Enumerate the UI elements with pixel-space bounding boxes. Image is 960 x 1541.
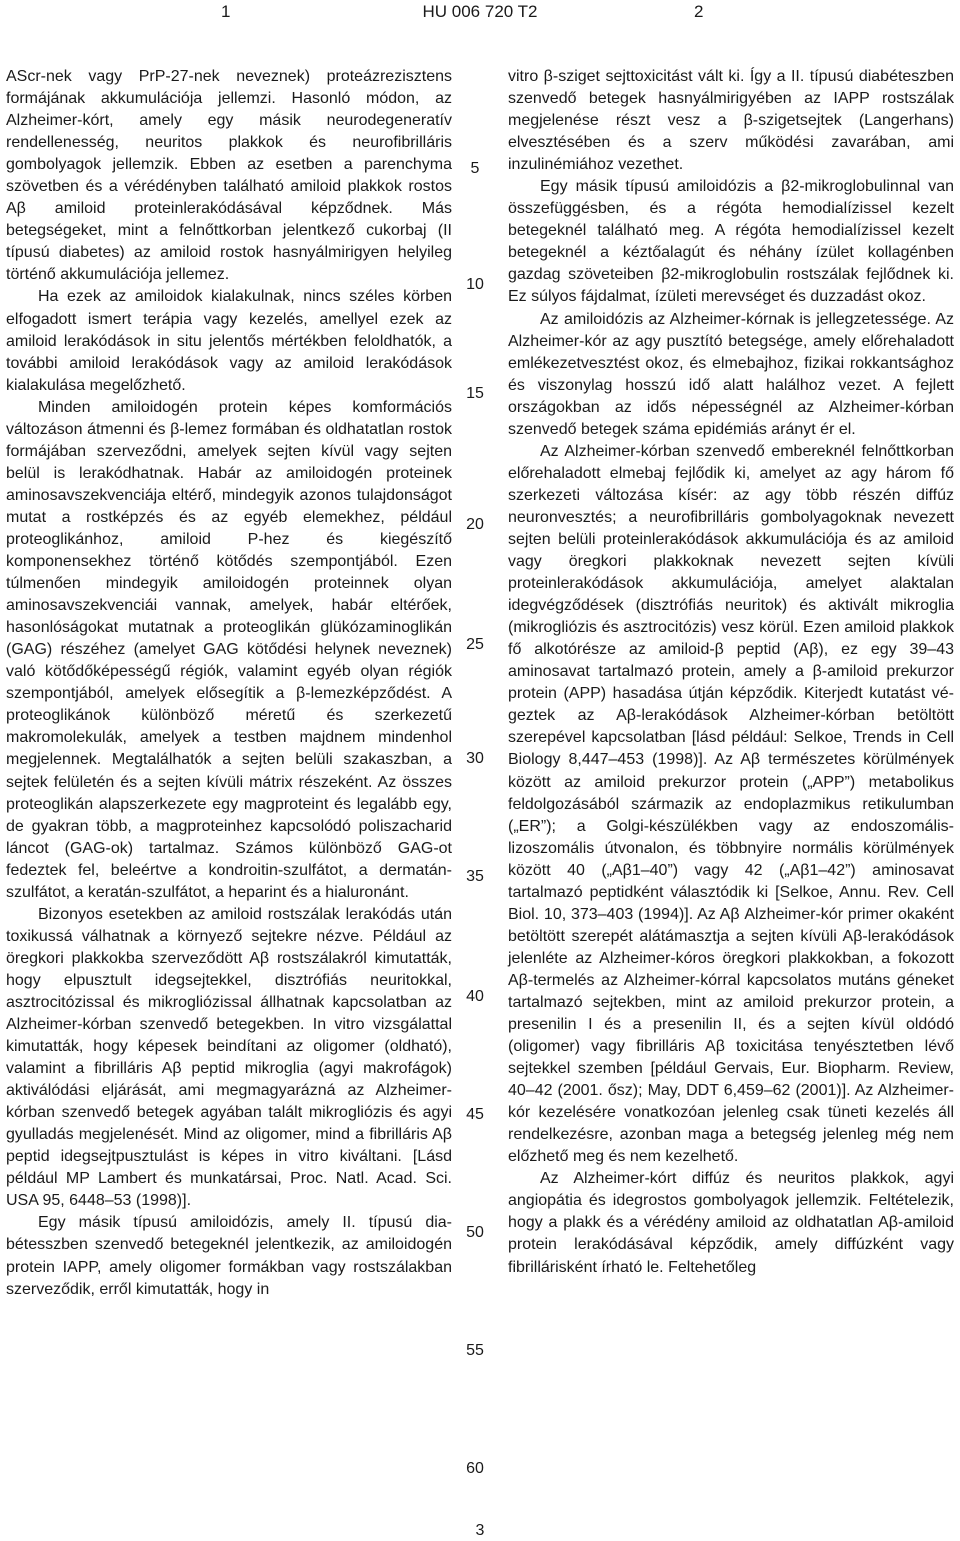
paragraph: Minden amiloidogén protein képes komformációs változáson átmenni és β-lemez formában és oldhatatlan rostok formájában szerveződni, amelyek sejten kívül vagy sejten belül is lerakódhatnak. Habár az amiloidogén proteinek aminosavszekvenciája eltérő, mindegyik azonos tulajdonságot mutat a rostképzés és az egyéb elemekhez, például proteoglikánhoz, amiloid P-hez és kiegészítő komponensekhez történő kötődés szempontjából. Ezen túlmenően mindegyik amiloidogén proteinnek olyan aminosavszekvenciái vannak, amelyek, habár eltérőek, hasonlóságokat mutatnak a proteoglikán glükózaminoglikán (GAG) részéhez (amelyet GAG kötődési helynek neveznek) való kötődőképességű régiók, valamint egyéb olyan régiók szempontjából, amelyek elősegítik a β-lemezképződést. A proteoglikánok különböző méretű és szerkezetű makromolekulák, amelyek a testben majdnem mindenhol megjelennek. Megtalálhatók a sejten belüli szakaszban, a sejtek felületén és a sejten kívüli mátrix részeként. Az összes proteoglikán alapszerkezete egy magproteint és legalább egy, de gyakran több, a magproteinhez kapcsolódó poliszacharid láncot (GAG-ok) tartalmaz. Számos különböző GAG-ot fedeztek fel, beleértve a kondroitin-szulfátot, a dermatán-szulfátot, a keratán-szulfátot, a heparint és a hialuronánt. <box>6 398 452 901</box>
paragraph: Ha ezek az amiloidok kialakulnak, nincs széles körben elfogadott ismert terápia vagy kezelés, amellyel ezek az amiloid lerakódások in situ jelentős mértékben feloldhatók, a további amiloid lerakódások vagy az amiloid lerakódások kialakulása megelőzhető. <box>6 288 452 394</box>
paragraph: Az Alzheimer-kórban szenvedő embereknél felnőttkorban előrehaladott elmebaj fejlődik ki, amelyet az agy három fő szerkezeti változása kísér: az agy több részén diffúz neuronvesztés; a neurofibrilláris gombolyagoknak nevezett sejten belüli proteinlerakódások akkumulációja és az amiloid vagy öregkori plakkoknak nevezett sejten kívüli proteinlerakódások akkumulációja, amelyet alaktalan idegvégződések (disztrófiás neuritok) és aktivált mikroglia (mikrogliózis és asztrocitózis) vesz körül. Ezen amiloid plakkok fő alkotórésze az amiloid-β peptid (Aβ), ez egy 39–43 aminosavat tartalmazó protein, amely a β-amiloid prekurzor protein (APP) hasadása útján képződik. Kiterjedt kutatást végeztek az Aβ-lerakódások Alzheimer-kórban betöltött szerepével kapcsolatban [lásd például: Selkoe, Trends in Cell Biology 8,447–453 (1998)]. Az Aβ természetes körülmények között az amiloid prekurzor protein („APP”) metabolikus feldolgozásából származik az endoplazmikus retikulumban („ER”); a Golgi-készülékben vagy az endoszomális-lizoszomális útvonalon, és többnyire normális körülmények között 40 („Aβ1–40”) vagy 42 („Aβ1–42”) aminosavat tartalmazó peptidként választódik ki [Selkoe, Annu. Rev. Cell Biol. 10, 373–403 (1994)]. Az Aβ Alzheimer-kór primer okaként betöltött szerepét alátámasztja a sejten kívüli Aβ-lerakódások jelenléte az Alzheimer-kóros öregkori plakkokban, a fokozott Aβ-termelés az Alzheimer-kórral kapcsolatos mutáns géneket tartalmazó sejtekben, mint az amiloid prekurzor protein, a presenilin I és a presenilin II, és a sejten kívül oldódó (oligomer) vagy fibrilláris Aβ toxicitása tenyésztetben lévő sejtekkel szemben [például Gervais, Eur. Biopharm. Review, 40–42 (2001. ősz); May, DDT 6,459–62 (2001)]. Az Alzheimer-kór kezelésére vonatkozóan jelenleg csak tüneti kezelés áll rendelkezésre, azonban maga a betegség jelenleg még nem előzhető meg és nem kezelhető. <box>508 442 954 1166</box>
paragraph: vitro β-sziget sejttoxicitást vált ki. Így a II. típusú diabéteszben szenvedő betegek hasnyálmirigyében az IAPP rostszálak megjelenése részt vesz a β-szigetsejtek (Langerhans) elvesztésében és a szerv működési zavarában, ami inzulinémiához vezethet. <box>508 68 954 174</box>
line-number: 55 <box>466 1342 484 1359</box>
line-number: 25 <box>466 636 484 653</box>
header-left-page-number: 1 <box>221 2 231 21</box>
page-header <box>0 0 960 30</box>
paragraph: Bizonyos esetekben az amiloid rostszálak lerakódás után toxikussá válhatnak a környező sejtekre nézve. Például az öregkori plakkokba szerveződött Aβ rostszálakról kimutatták, hogy elpusztult idegsejtekkel, disztrófiás neuritokkal, asztrocitózissal és mikrogliózissal állhatnak kapcsolatban az Alzheimer-kórban szenvedő betegekben. In vitro vizsgálattal kimutatták, hogy képesek beindítani az oligomer (oldható), valamint a fibrilláris Aβ peptid mikroglia (agyi makrofágok) aktiválódási eljárását, ami megmagyarázná az Alzheimer-kórban szenvedő betegek agyában talált mikrogliózis és agyi gyulladás megjelenését. Mind az oligomer, mind a fibrilláris Aβ peptid idegsejtpusztulást is képes in vitro kiváltani. [Lásd például MP Lambert és munkatársai, Proc. Natl. Acad. Sci. USA 95, 6448–53 (1998)]. <box>6 905 452 1210</box>
paragraph: Az amiloidózis az Alzheimer-kórnak is jellegzetessége. Az Alzheimer-kór az agy pusztító betegsége, amely előrehaladott emlékezetvesztést okoz, és elmebajhoz, fizikai rokkantsághoz és viszonylag hosszú idő alatt halálhoz vezet. A fejlett országokban az idős népességnél az Alzheimer-kórban szenvedő betegek száma epidémiás arányt ér el. <box>508 310 954 438</box>
patent-number: HU 006 720 T2 <box>422 2 538 21</box>
paragraph: Az Alzheimer-kórt diffúz és neuritos plakkok, agyi angiopátia és idegrostos gombolyagok jellemzik. Feltételezik, hogy a plakk és a vérédény amiloid az oldhatatlan Aβ-amiloid protein lerakódásával képződik, amely diffúzként vagy fibrillárisként írható le. Feltehetőleg <box>508 1170 954 1276</box>
line-number: 30 <box>466 750 484 767</box>
left-text-column <box>6 66 452 1301</box>
right-text-column <box>508 66 954 1279</box>
line-number: 5 <box>470 160 480 177</box>
paragraph: AScr-nek vagy PrP-27-nek neveznek) proteázrezisztens formájának akkumulációja jellemzi. Hasonló módon, az Alzheimer-kórt, amely egy másik neurodegeneratív rendellenesség, neuritos plakkok és neurofibrilláris gombolyagok jellemzik. Ebben az esetben a parenchyma szövetben és a vérédényben található amiloid plakkok rostos Aβ amiloid proteinlerakódásával képződnek. Más betegségeket, mint a felnőttkorban jelentkező cukorbaj (II típusú diabetes) az amiloid rostok hasnyálmirigyen helyileg történő akkumulációja jellemez. <box>6 68 452 284</box>
paragraph: Egy másik típusú amiloidózis, amely II. típusú diabétesszben szenvedő betegeknél jelentkezik, az amiloidogén protein IAPP, amely oligomer formákban vagy rostszálakban szerveződik, erről kimutatták, hogy in <box>6 1214 452 1298</box>
line-number: 15 <box>466 385 484 402</box>
page-number: 3 <box>475 1522 485 1539</box>
line-number: 35 <box>466 868 484 885</box>
line-number: 10 <box>466 276 484 293</box>
line-number: 60 <box>466 1460 484 1477</box>
line-number: 50 <box>466 1224 484 1241</box>
line-number: 45 <box>466 1106 484 1123</box>
header-right-page-number: 2 <box>694 2 704 21</box>
paragraph: Egy másik típusú amiloidózis a β2-mikroglobulinnal van összefüggésben, és a régóta hemodialízissel kezelt betegeknél található meg. A régóta hemodialízissel kezelt betegeknél a kéztőalagút és néhány ízület kollagénben gazdag szöveteiben β2-mikroglobulin rostszálak fejlődnek ki. Ez súlyos fájdalmat, ízületi merevséget és duzzadást okoz. <box>508 178 954 306</box>
line-number: 40 <box>466 988 484 1005</box>
line-number: 20 <box>466 516 484 533</box>
